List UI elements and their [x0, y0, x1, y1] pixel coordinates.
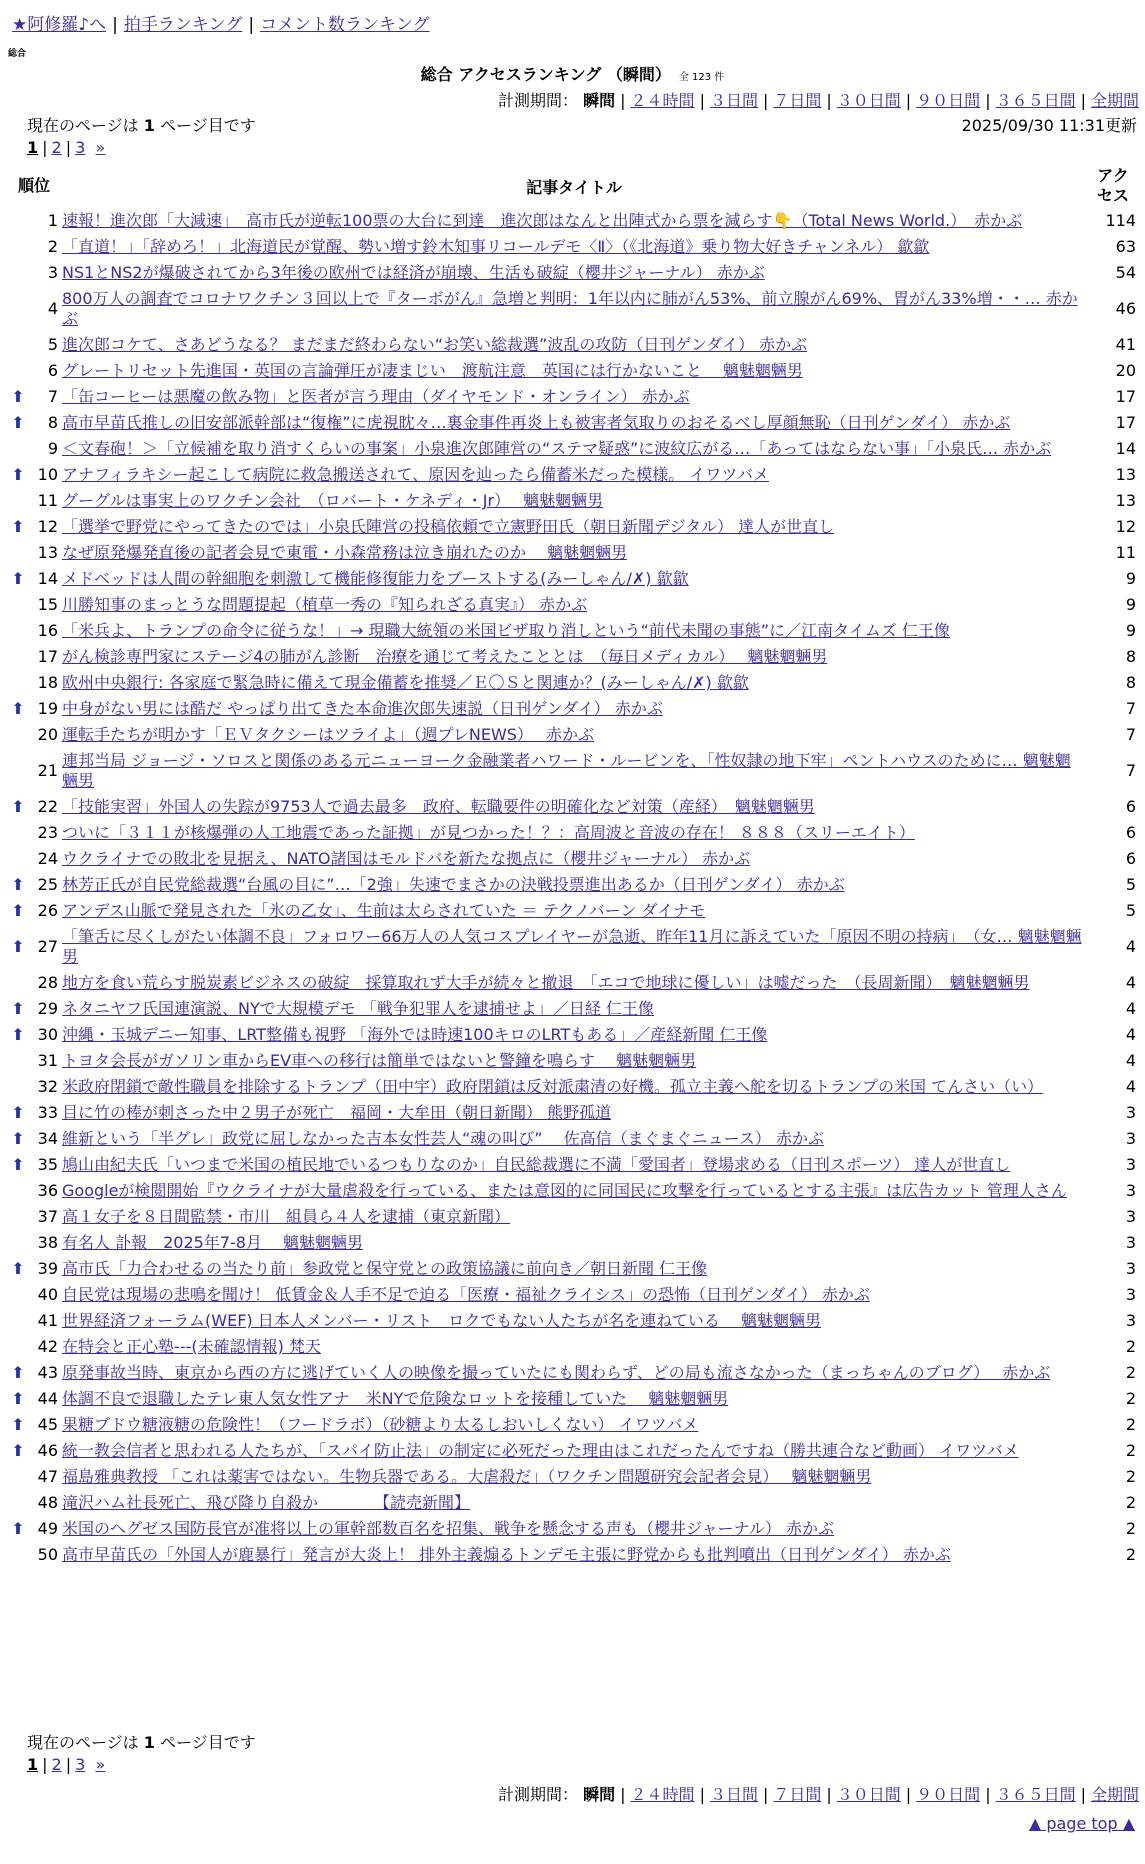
article-title-link[interactable]: 果糖ブドウ糖液糖の危険性！（フードラボ）（砂糖より太るしおいしくない） イワツバメ — [62, 1415, 699, 1434]
table-row — [8, 514, 1138, 540]
rank-number: 29 — [37, 999, 58, 1018]
article-title-link[interactable]: 運転手たちが明かす「ＥＶタクシーはツライよ」（週プレNEWS） 赤かぶ — [62, 725, 595, 744]
table-row — [8, 1360, 1138, 1386]
access-count: 9 — [1125, 569, 1136, 588]
access-count: 2 — [1125, 1493, 1136, 1512]
table-row — [8, 436, 1138, 462]
rank-number: 33 — [37, 1103, 58, 1122]
rank-number: 43 — [37, 1363, 58, 1382]
period-30d[interactable]: ３０日間 — [836, 91, 901, 110]
rank-number: 5 — [47, 335, 58, 354]
rank-number: 31 — [37, 1051, 58, 1070]
rank-number: 2 — [47, 237, 58, 256]
article-title-link[interactable]: 高市早苗氏推しの旧安部派幹部は“復権”に虎視眈々…裏金事件再炎上も被害者気取りのおそるべし厚顔無恥（日刊ゲンダイ） 赤かぶ — [62, 413, 1011, 432]
access-count: 4 — [1125, 1051, 1136, 1070]
table-row — [8, 1490, 1138, 1516]
pager-top: 1 | 2 | 3 » — [27, 138, 106, 157]
page-1-link[interactable]: 1 — [27, 138, 39, 157]
rank-number: 20 — [37, 725, 58, 744]
access-count: 9 — [1125, 595, 1136, 614]
period-365d[interactable]: ３６５日間 — [995, 1785, 1076, 1804]
table-row — [8, 872, 1138, 898]
access-count: 8 — [1125, 673, 1136, 692]
table-row — [8, 996, 1138, 1022]
period-24h[interactable]: ２４時間 — [630, 1785, 695, 1804]
article-title-link[interactable]: トヨタ会長がガソリン車からEV車への移行は簡単ではないと警鐘を鳴らす 魑魅魍魎男 — [62, 1051, 697, 1070]
rank-number: 34 — [37, 1129, 58, 1148]
access-count: 54 — [1115, 263, 1136, 282]
rank-up-arrow-icon: ⬆ — [11, 387, 25, 406]
access-count: 3 — [1125, 1233, 1136, 1252]
table-row — [8, 722, 1138, 748]
period-label: 計測期間： — [498, 91, 579, 110]
table-row — [8, 748, 1138, 794]
access-count: 17 — [1115, 413, 1136, 432]
table-row — [8, 1230, 1138, 1256]
rank-up-arrow-icon: ⬆ — [11, 1129, 25, 1148]
rank-number: 37 — [37, 1207, 58, 1226]
rank-number: 42 — [37, 1337, 58, 1356]
article-title-link[interactable]: 800万人の調査でコロナワクチン３回以上で『ターボがん』急増と判明：1年以内に肺がん53%、前立腺がん69%、胃がん33%増・・… 赤かぶ — [62, 289, 1078, 328]
rank-number: 19 — [37, 699, 58, 718]
rank-number: 46 — [37, 1441, 58, 1460]
next-page-link[interactable]: » — [95, 1755, 106, 1774]
access-count: 114 — [1105, 211, 1136, 230]
article-title-link[interactable]: アナフィラキシー起こして病院に救急搬送されて、原因を辿ったら備蓄米だった模様。 イワツバメ — [62, 465, 770, 484]
rank-up-arrow-icon: ⬆ — [11, 1519, 25, 1538]
table-row — [8, 358, 1138, 384]
rank-up-arrow-icon: ⬆ — [11, 1389, 25, 1408]
rank-number: 32 — [37, 1077, 58, 1096]
access-count: 7 — [1125, 761, 1136, 780]
access-count: 2 — [1125, 1389, 1136, 1408]
access-count: 5 — [1125, 901, 1136, 920]
rank-number: 30 — [37, 1025, 58, 1044]
rank-up-arrow-icon: ⬆ — [11, 1025, 25, 1044]
table-row — [8, 462, 1138, 488]
rank-number: 27 — [37, 937, 58, 956]
rank-number: 8 — [47, 413, 58, 432]
table-row — [8, 1152, 1138, 1178]
access-count: 2 — [1125, 1363, 1136, 1382]
current-page-text: 現在のページは 1 ページ目です — [27, 116, 256, 135]
separator: | — [112, 15, 118, 35]
article-title-link[interactable]: 「技能実習」外国人の失踪が9753人で過去最多 政府、転職要件の明確化など対策（産経） 魑魅魍魎男 — [62, 797, 815, 816]
article-title-link[interactable]: 原発事故当時、東京から西の方に逃げていく人の映像を撮っていたにも関わらず、どの局も流さなかった（まっちゃんのブログ） 赤かぶ — [62, 1363, 1051, 1382]
rank-up-arrow-icon: ⬆ — [11, 1155, 25, 1174]
table-header-row — [8, 164, 1138, 208]
rank-up-arrow-icon: ⬆ — [11, 937, 25, 956]
access-count: 2 — [1125, 1545, 1136, 1564]
access-count: 20 — [1115, 361, 1136, 380]
access-count: 6 — [1125, 849, 1136, 868]
table-row — [8, 1308, 1138, 1334]
next-page-link[interactable]: » — [95, 138, 106, 157]
rank-up-arrow-icon: ⬆ — [11, 1259, 25, 1278]
article-title-link[interactable]: 「缶コーヒーは悪魔の飲み物」と医者が言う理由（ダイヤモンド・オンライン） 赤かぶ — [62, 387, 690, 406]
rank-up-arrow-icon: ⬆ — [11, 517, 25, 536]
article-title-link[interactable]: 自民党は現場の悲鳴を聞け！ 低賃金＆人手不足で迫る「医療・福祉クライシス」の恐怖（日刊ゲンダイ） 赤かぶ — [62, 1285, 870, 1304]
access-count: 2 — [1125, 1441, 1136, 1460]
rank-number: 21 — [37, 761, 58, 780]
article-title-link[interactable]: 米国のヘグゼス国防長官が准将以上の軍幹部数百名を招集、戦争を懸念する声も（櫻井ジャーナル） 赤かぶ — [62, 1519, 834, 1538]
access-count: 3 — [1125, 1155, 1136, 1174]
article-title-link[interactable]: 統一教会信者と思われる人たちが、「スパイ防止法」の制定に必死だった理由はこれだったんですね（勝共連合など動画） イワツバメ — [62, 1441, 1019, 1460]
rank-number: 39 — [37, 1259, 58, 1278]
rank-up-arrow-icon: ⬆ — [11, 699, 25, 718]
article-title-link[interactable]: メドベッドは人間の幹細胞を刺激して機能修復能力をブーストする(みーしゃん/✗) 歙歙 — [62, 569, 689, 588]
rank-up-arrow-icon: ⬆ — [11, 1441, 25, 1460]
article-title-link[interactable]: 「選挙で野党にやってきたのでは」小泉氏陣営の投稿依頼で立憲野田氏（朝日新聞デジタル） 達人が世直し — [62, 517, 835, 536]
access-count: 11 — [1115, 543, 1136, 562]
article-title-link[interactable]: 滝沢ハム社長死亡、飛び降り自殺か 【読売新聞】 — [62, 1493, 471, 1512]
current-page-text-bottom: 現在のページは 1 ページ目です — [27, 1733, 256, 1752]
access-count: 6 — [1125, 823, 1136, 842]
rank-number: 6 — [47, 361, 58, 380]
access-count: 63 — [1115, 237, 1136, 256]
period-current: 瞬間 — [583, 1785, 616, 1804]
comment-ranking-link[interactable]: コメント数ランキング — [260, 15, 430, 35]
ranking-rows — [8, 208, 1138, 1568]
access-count: 41 — [1115, 335, 1136, 354]
article-title-link[interactable]: 地方を食い荒らす脱炭素ビジネスの破綻 採算取れず大手が続々と撤退 「エコで地球に優しい」は嘘だった （長周新聞） 魑魅魍魎男 — [62, 973, 1030, 992]
article-title-link[interactable]: 高市早苗氏の「外国人が鹿暴行」発言が大炎上！ 排外主義煽るトンデモ主張に野党からも批判噴出（日刊ゲンダイ） 赤かぶ — [62, 1545, 951, 1564]
table-row — [8, 1048, 1138, 1074]
access-count: 7 — [1125, 725, 1136, 744]
period-365d[interactable]: ３６５日間 — [995, 91, 1076, 110]
rank-up-arrow-icon: ⬆ — [11, 1415, 25, 1434]
access-count: 3 — [1125, 1129, 1136, 1148]
period-3d[interactable]: ３日間 — [709, 1785, 758, 1804]
rank-number: 3 — [47, 263, 58, 282]
access-count: 3 — [1125, 1207, 1136, 1226]
table-row — [8, 540, 1138, 566]
clap-ranking-link[interactable]: 拍手ランキング — [123, 15, 243, 35]
article-title-link[interactable]: ネタニヤフ氏国連演説、NYで大規模デモ 「戦争犯罪人を逮捕せよ」／日経 仁王像 — [62, 999, 654, 1018]
table-row — [8, 488, 1138, 514]
ranking-table — [8, 164, 1138, 1568]
rank-number: 15 — [37, 595, 58, 614]
page-3-link[interactable]: 3 — [75, 1755, 86, 1774]
rank-number: 25 — [37, 875, 58, 894]
table-row — [8, 820, 1138, 846]
article-title-link[interactable]: ついに「３１１が核爆弾の人工地震であった証拠」が見つかった！？：高周波と音波の存在！ ８８８（スリーエイト） — [62, 823, 915, 842]
article-title-link[interactable]: 林芳正氏が自民党総裁選“台風の目に”…「2強」失速でまさかの決戦投票進出あるか（日刊ゲンダイ） 赤かぶ — [62, 875, 845, 894]
table-row — [8, 1100, 1138, 1126]
table-row — [8, 260, 1138, 286]
table-row — [8, 1516, 1138, 1542]
table-row — [8, 970, 1138, 996]
rank-up-arrow-icon: ⬆ — [11, 1363, 25, 1382]
rank-number: 17 — [37, 647, 58, 666]
access-count: 2 — [1125, 1467, 1136, 1486]
table-row — [8, 1412, 1138, 1438]
article-title-link[interactable]: 米政府閉鎖で敵性職員を排除するトランプ（田中宇）政府閉鎖は反対派粛清の好機。孤立主義へ舵を切るトランプの米国 てんさい（い） — [62, 1077, 1044, 1096]
rank-number: 10 — [37, 465, 58, 484]
table-row — [8, 1438, 1138, 1464]
rank-number: 22 — [37, 797, 58, 816]
table-row — [8, 1074, 1138, 1100]
article-title-link[interactable]: 進次郎コケて、さあどうなる？ まだまだ終わらない“お笑い総裁選”波乱の攻防（日刊ゲンダイ） 赤かぶ — [62, 335, 808, 354]
period-7d[interactable]: ７日間 — [773, 91, 822, 110]
article-title-link[interactable]: 連邦当局 ジョージ・ソロスと関係のある元ニューヨーク金融業者ハワード・ルービンを、「性奴隷の地下牢」ペントハウスのために… 魑魅魍魎男 — [62, 751, 1071, 790]
article-title-link[interactable]: 有名人 訃報 2025年7-8月 魑魅魍魎男 — [62, 1233, 364, 1252]
table-row — [8, 208, 1138, 234]
access-count: 7 — [1125, 699, 1136, 718]
table-row — [8, 1256, 1138, 1282]
table-row — [8, 332, 1138, 358]
page-3-link[interactable]: 3 — [75, 138, 86, 157]
rank-number: 24 — [37, 849, 58, 868]
access-count: 4 — [1125, 999, 1136, 1018]
access-count: 5 — [1125, 875, 1136, 894]
total-count: 全 123 件 — [678, 72, 725, 83]
article-title-link[interactable]: なぜ原発爆発直後の記者会見で東電・小森常務は泣き崩れたのか 魑魅魍魎男 — [62, 543, 628, 562]
rank-up-arrow-icon: ⬆ — [11, 901, 25, 920]
article-title-link[interactable]: 世界経済フォーラム(WEF) 日本人メンバー・リスト ロクでもない人たちが名を連ねている 魑魅魍魎男 — [62, 1311, 821, 1330]
rank-number: 12 — [37, 517, 58, 536]
rank-up-arrow-icon: ⬆ — [11, 569, 25, 588]
page-2-link[interactable]: 2 — [51, 1755, 62, 1774]
access-count: 4 — [1125, 973, 1136, 992]
article-title-link[interactable]: 体調不良で退職したテレ東人気女性アナ 米NYで危険なロットを接種していた 魑魅魍魎男 — [62, 1389, 729, 1408]
rank-number: 44 — [37, 1389, 58, 1408]
rank-up-arrow-icon: ⬆ — [11, 999, 25, 1018]
period-selector-bottom: 計測期間： 瞬間 | ２４時間 | ３日間 | ７日間 | ３０日間 | ９０日間 | ３６５日間 | 全期間 — [498, 1785, 1139, 1804]
table-row — [8, 566, 1138, 592]
rank-header: 順位 — [17, 176, 50, 195]
rank-number: 14 — [37, 569, 58, 588]
period-3d[interactable]: ３日間 — [709, 91, 758, 110]
table-row — [8, 1204, 1138, 1230]
ranking-heading — [0, 62, 1145, 85]
table-row — [8, 644, 1138, 670]
article-title-link[interactable]: 鳩山由紀夫氏「いつまで米国の植民地でいるつもりなのか」自民総裁選に不満「愛国者」登場求める（日刊スポーツ） 達人が世直し — [62, 1155, 1011, 1174]
article-title-link[interactable]: アンデス山脈で発見された「氷の乙女」、生前は太らされていた ＝ テクノバーン ダイナモ — [62, 901, 706, 920]
rank-number: 40 — [37, 1285, 58, 1304]
access-count: 6 — [1125, 797, 1136, 816]
article-title-link[interactable]: 福島雅典教授 「これは薬害ではない。生物兵器である。大虐殺だ」（ワクチン問題研究会記者会見） 魑魅魍魎男 — [62, 1467, 872, 1486]
article-title-link[interactable]: NS1とNS2が爆破されてから3年後の欧州では経済が崩壊、生活も破綻（櫻井ジャーナル） 赤かぶ — [62, 263, 765, 282]
rank-number: 48 — [37, 1493, 58, 1512]
rank-number: 26 — [37, 901, 58, 920]
table-row — [8, 1178, 1138, 1204]
period-label: 計測期間： — [498, 1785, 579, 1804]
table-row — [8, 1386, 1138, 1412]
access-count: 9 — [1125, 621, 1136, 640]
access-count: 4 — [1125, 1077, 1136, 1096]
pager-bottom: 1 | 2 | 3 » — [27, 1755, 106, 1774]
access-count: 8 — [1125, 647, 1136, 666]
article-title-link[interactable]: ＜文春砲！＞「立候補を取り消すくらいの事案」小泉進次郎陣営の“ステマ疑惑”に波紋広がる…「あってはならない事」「小泉氏… 赤かぶ — [62, 439, 1052, 458]
access-count: 2 — [1125, 1519, 1136, 1538]
access-count: 3 — [1125, 1259, 1136, 1278]
period-all[interactable]: 全期間 — [1090, 1785, 1139, 1804]
rank-number: 45 — [37, 1415, 58, 1434]
page-2-link[interactable]: 2 — [51, 138, 62, 157]
rank-up-arrow-icon: ⬆ — [11, 1103, 25, 1122]
period-current: 瞬間 — [583, 91, 616, 110]
period-7d[interactable]: ７日間 — [773, 1785, 822, 1804]
table-row — [8, 1126, 1138, 1152]
rank-up-arrow-icon: ⬆ — [11, 465, 25, 484]
rank-number: 36 — [37, 1181, 58, 1200]
article-title-link[interactable]: 速報！進次郎「大減速」 高市氏が逆転100票の大台に到達 進次郎はなんと出陣式から票を減らす👇（Total News World.） 赤かぶ — [62, 211, 1023, 230]
rank-number: 50 — [37, 1545, 58, 1564]
article-title-link[interactable]: 「筆舌に尽くしがたい体調不良」フォロワー66万人の人気コスプレイヤーが急逝、昨年11月に訴えていた「原因不明の持病」 （女… 魑魅魍魎男 — [62, 927, 1082, 966]
table-row — [8, 1282, 1138, 1308]
article-title-link[interactable]: 中身がない男には酷だ やっぱり出てきた本命進次郎失速説（日刊ゲンダイ） 赤かぶ — [62, 699, 663, 718]
article-title-link[interactable]: 目に竹の棒が刺さった中２男子が死亡 福岡・大牟田（朝日新聞） 熊野孤道 — [62, 1103, 612, 1122]
access-count: 3 — [1125, 1103, 1136, 1122]
table-row — [8, 924, 1138, 970]
rank-number: 23 — [37, 823, 58, 842]
access-count: 12 — [1115, 517, 1136, 536]
rank-number: 28 — [37, 973, 58, 992]
article-title-link[interactable]: 「直道！」「辞めろ！」北海道民が覚醒、勢い増す鈴木知事リコールデモ〈Ⅱ〉（《北海道》乗り物大好きチャンネル） 歙歙 — [62, 237, 930, 256]
period-selector-top: 計測期間： 瞬間 | ２４時間 | ３日間 | ７日間 | ３０日間 | ９０日間 | ３６５日間 | 全期間 — [498, 91, 1139, 110]
page-1-link[interactable]: 1 — [27, 1755, 39, 1774]
article-title-link[interactable]: グレートリセット先進国・英国の言論弾圧が凄まじい 渡航注意 英国には行かないこと 魑魅魍魎男 — [62, 361, 803, 380]
rank-number: 47 — [37, 1467, 58, 1486]
table-row — [8, 410, 1138, 436]
access-count: 14 — [1115, 439, 1136, 458]
article-title-link[interactable]: がん検診専門家にステージ4の肺がん診断 治療を通じて考えたこととは （毎日メディカル） 魑魅魍魎男 — [62, 647, 828, 666]
period-90d[interactable]: ９０日間 — [916, 91, 981, 110]
period-all[interactable]: 全期間 — [1090, 91, 1139, 110]
home-link[interactable]: ★阿修羅♪へ — [12, 15, 107, 35]
rank-up-arrow-icon: ⬆ — [11, 413, 25, 432]
table-row — [8, 592, 1138, 618]
rank-number: 1 — [47, 211, 58, 230]
table-row — [8, 670, 1138, 696]
rank-number: 41 — [37, 1311, 58, 1330]
ranking-title: 総合 アクセスランキング （瞬間） — [420, 65, 671, 84]
rank-number: 18 — [37, 673, 58, 692]
access-count: 13 — [1115, 465, 1136, 484]
table-row — [8, 898, 1138, 924]
access-count: 46 — [1115, 299, 1136, 318]
access-count: 4 — [1125, 937, 1136, 956]
access-count: 4 — [1125, 1025, 1136, 1044]
article-title-link[interactable]: グーグルは事実上のワクチン会社 （ロバート・ケネディ・Jr） 魑魅魍魎男 — [62, 491, 604, 510]
article-title-link[interactable]: 川勝知事のまっとうな問題提起（植草一秀の『知られざる真実』） 赤かぶ — [62, 595, 588, 614]
table-row — [8, 1022, 1138, 1048]
page-top-link[interactable]: ▲ page top ▲ — [1028, 1814, 1135, 1833]
category-label: 総合 — [8, 49, 27, 59]
top-nav — [12, 10, 430, 35]
table-row — [8, 696, 1138, 722]
rank-number: 38 — [37, 1233, 58, 1252]
table-row — [8, 1542, 1138, 1568]
rank-number: 35 — [37, 1155, 58, 1174]
rank-number: 7 — [47, 387, 58, 406]
access-count: 2 — [1125, 1415, 1136, 1434]
title-header: 記事タイトル — [526, 177, 622, 197]
rank-up-arrow-icon: ⬆ — [11, 797, 25, 816]
table-row — [8, 846, 1138, 872]
article-title-link[interactable]: 維新という「半グレ」政党に屈しなかった吉本女性芸人“魂の叫び” 佐高信（まぐまぐニュース） 赤かぶ — [62, 1129, 824, 1148]
rank-number: 11 — [37, 491, 58, 510]
access-header: アクセス — [1096, 166, 1129, 205]
access-count: 3 — [1125, 1285, 1136, 1304]
separator: | — [248, 15, 255, 35]
table-row — [8, 234, 1138, 260]
updated-time: 2025/09/30 11:31更新 — [961, 116, 1137, 135]
rank-number: 9 — [47, 439, 58, 458]
table-row — [8, 1334, 1138, 1360]
table-row — [8, 384, 1138, 410]
access-count: 17 — [1115, 387, 1136, 406]
table-row — [8, 286, 1138, 332]
period-30d[interactable]: ３０日間 — [836, 1785, 901, 1804]
rank-number: 13 — [37, 543, 58, 562]
rank-number: 16 — [37, 621, 58, 640]
access-count: 13 — [1115, 491, 1136, 510]
article-title-link[interactable]: 沖縄・玉城デニー知事、LRT整備も視野 「海外では時速100キロのLRTもある」／産経新聞 仁王像 — [62, 1025, 768, 1044]
rank-up-arrow-icon: ⬆ — [11, 875, 25, 894]
article-title-link[interactable]: 高市氏「力合わせるの当たり前」参政党と保守党との政策協議に前向き／朝日新聞 仁王像 — [62, 1259, 708, 1278]
access-count: 3 — [1125, 1181, 1136, 1200]
article-title-link[interactable]: 高１女子を８日間監禁・市川 組員ら４人を逮捕（東京新聞） — [62, 1207, 511, 1226]
article-title-link[interactable]: 欧州中央銀行: 各家庭で緊急時に備えて現金備蓄を推奨／Ｅ〇Ｓと関連か？(みーしゃん/✗) 歙歙 — [62, 673, 749, 692]
access-count: 2 — [1125, 1337, 1136, 1356]
article-title-link[interactable]: 在特会と正心塾---(未確認情報) 梵天 — [62, 1337, 321, 1356]
rank-number: 49 — [37, 1519, 58, 1538]
article-title-link[interactable]: Googleが検閲開始『ウクライナが大量虐殺を行っている、または意図的に同国民に攻撃を行っているとする主張』は広告カット 管理人さん — [62, 1181, 1067, 1200]
period-24h[interactable]: ２４時間 — [630, 91, 695, 110]
rank-number: 4 — [47, 299, 58, 318]
article-title-link[interactable]: ウクライナでの敗北を見据え、NATO諸国はモルドバを新たな拠点に（櫻井ジャーナル） 赤かぶ — [62, 849, 751, 868]
access-count: 3 — [1125, 1311, 1136, 1330]
article-title-link[interactable]: 「米兵よ、トランプの命令に従うな！」→ 現職大統領の米国ビザ取り消しという“前代未聞の事態”に／江南タイムズ 仁王像 — [62, 621, 950, 640]
period-90d[interactable]: ９０日間 — [916, 1785, 981, 1804]
table-row — [8, 1464, 1138, 1490]
table-row — [8, 794, 1138, 820]
table-row — [8, 618, 1138, 644]
page-top-link-wrap — [1029, 1814, 1135, 1833]
